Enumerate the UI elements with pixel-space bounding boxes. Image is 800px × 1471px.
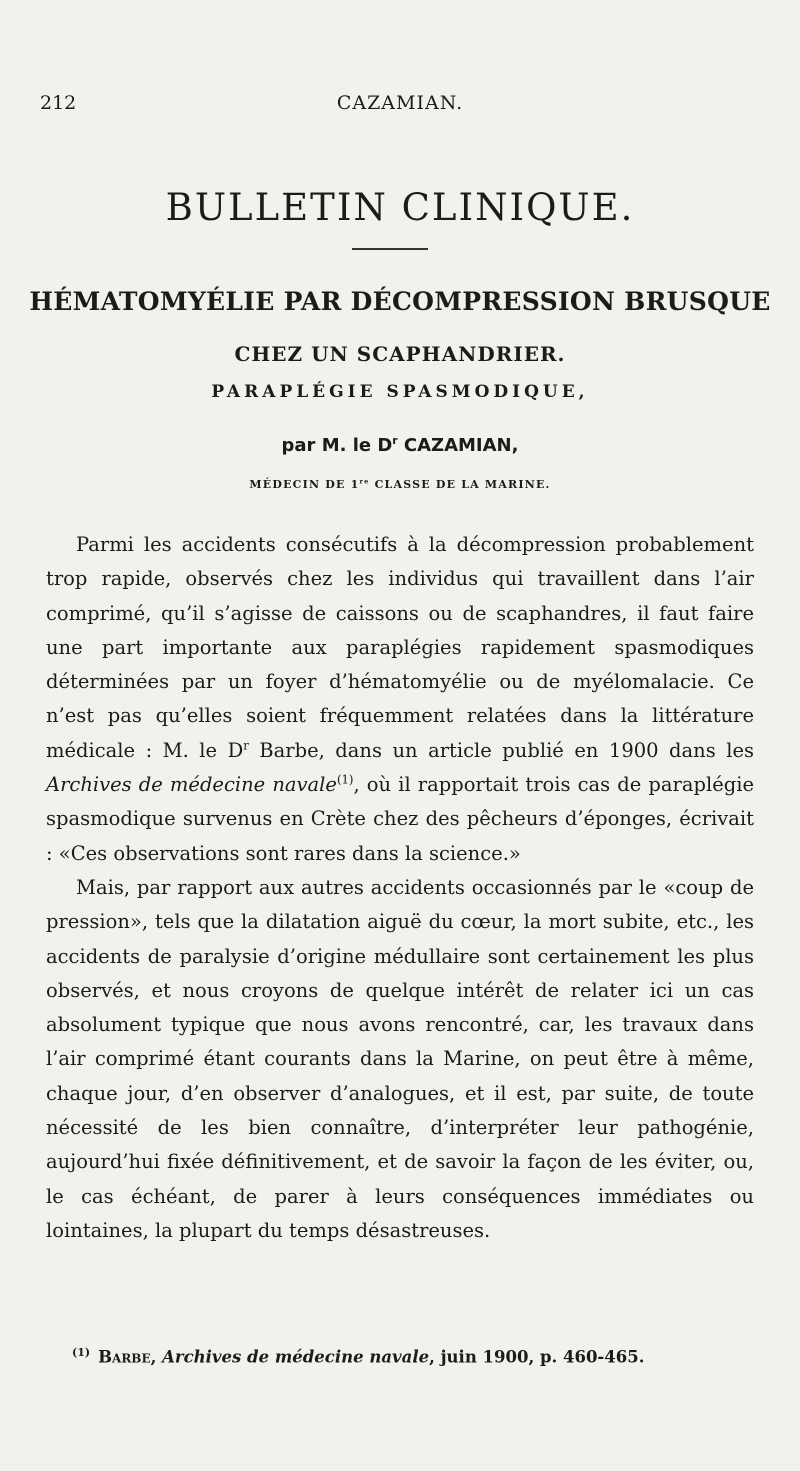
author-affiliation <box>0 478 800 491</box>
section-title: BULLETIN CLINIQUE. <box>165 186 635 229</box>
author-name: CAZAMIAN, <box>397 435 519 456</box>
footnote-reference: (1) <box>336 772 354 787</box>
author-prefix-sup: r <box>392 434 398 447</box>
affiliation-part-b: CLASSE DE LA MARINE. <box>369 478 551 491</box>
footnote <box>72 1346 772 1367</box>
footnote-rest: , juin 1900, p. 460-465. <box>429 1347 645 1367</box>
author-line <box>0 435 800 456</box>
journal-title: Archives de médecine navale <box>46 773 337 797</box>
paragraph-2: Mais, par rapport aux autres accidents occasionnés par le «coup de pression», tels que la dilatation aiguë du cœur, la mort subite, etc., les accidents de paralysie d’origine médullaire sont certainement les plus observés, et nous croyons de quelque intérêt de relater ici un cas absolument typique que nous avons rencontré, car, les travaux dans l’air comprimé étant courants dans la Marine, on peut être à même, chaque jour, d’en observer d’analogues, et il est, par suite, de toute nécessité de les bien connaître, d’interpréter leur pathogénie, aujourd’hui fixée définitivement, et de savoir la façon de les éviter, ou, le cas échéant, de parer à leurs conséquences immédiates ou lointaines, la plupart du temps désastreuses. <box>46 875 754 1242</box>
paragraph-1-part-b: Barbe, dans un article publié en 1900 dans les <box>248 738 755 762</box>
footnote-author: Barbe <box>98 1347 151 1367</box>
footnote-journal: Archives de médecine navale <box>162 1347 430 1367</box>
author-prefix: par M. le D <box>281 435 393 456</box>
article-subtitle: PARAPLÉGIE SPASMODIQUE, <box>211 382 589 402</box>
affiliation-sup: re <box>359 477 370 486</box>
article-title-line-1: HÉMATOMYÉLIE PAR DÉCOMPRESSION BRUSQUE <box>29 287 771 316</box>
title-divider <box>352 248 428 250</box>
page-number: 212 <box>40 92 77 114</box>
running-head <box>0 92 800 122</box>
footnote-marker: (1) <box>72 1346 91 1359</box>
paragraph-1-part-a: Parmi les accidents consécutifs à la décompression probablement trop rapide, observés chez les individus qui travaillent dans l’air comprimé, qu’il s’agisse de caissons ou de scaphandres, il faut faire une part importante aux paraplégies rapidement spasmodiques déterminées par un foyer d’hématomyélie ou de myélomalacie. Ce n’est pas qu’elles soient fréquemment relatées dans la littérature médicale : M. le D <box>46 533 754 762</box>
article-body <box>46 528 754 1248</box>
affiliation-part-a: MÉDECIN DE 1 <box>249 478 360 491</box>
article-title-line-2: CHEZ UN SCAPHANDRIER. <box>234 342 566 366</box>
paragraph-1-part-c: , où il rapportait trois cas de paraplégie spasmodique survenus en Crète chez des pêcheurs d’éponges, écrivait : «Ces observations sont rares dans la science.» <box>46 773 754 865</box>
paragraph-1-sup: r <box>243 738 249 753</box>
footnote-separator: , <box>150 1347 163 1367</box>
paragraph-1 <box>46 528 754 871</box>
running-title: CAZAMIAN. <box>336 92 464 114</box>
